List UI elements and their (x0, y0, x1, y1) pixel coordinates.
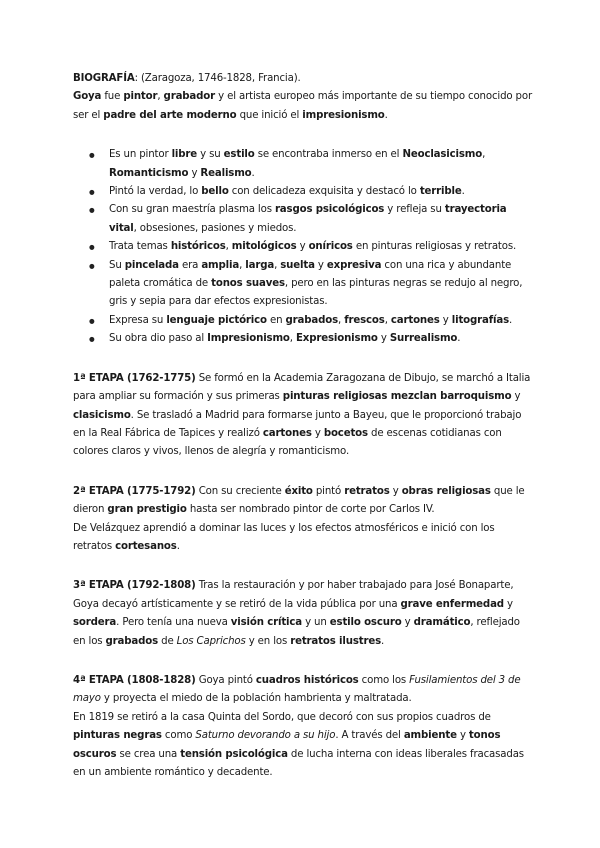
biography-dates: : (Zaragoza, 1746-1828, Francia). (134, 73, 301, 84)
stage-4-paragraph-2 (73, 709, 534, 783)
list-item (73, 312, 534, 330)
bold-text: Expresionismo (295, 333, 378, 345)
text: en pinturas religiosas y retratos. (352, 241, 517, 253)
bold-text: históricos (170, 241, 226, 253)
bold-text: cartones (262, 427, 312, 439)
text: que inició el (236, 109, 303, 121)
stage-1-paragraph (73, 370, 534, 462)
text: y el artista europeo más importante de su tiempo conocido por ser el (73, 91, 532, 121)
bold-text: oníricos (308, 241, 353, 253)
text: y (311, 427, 324, 439)
text: y proyecta el miedo de la población hambrienta y maltratada. (100, 693, 412, 705)
text: y en los (245, 635, 291, 647)
italic-text: Fusilamientos del 3 de mayo (73, 674, 521, 705)
bold-text: bocetos (323, 427, 368, 439)
stage-years: (1762-1775) (123, 372, 196, 384)
text: Se formó en la Academia Zaragozana de Dibujo, se marchó a Italia para ampliar su formación y sus primeras (73, 372, 531, 403)
text: . (457, 333, 461, 345)
text: y su (197, 149, 224, 161)
bold-text: padre del arte moderno (103, 109, 237, 121)
text: , (225, 241, 232, 253)
text: y refleja su (384, 204, 445, 216)
bold-text: terrible (419, 186, 462, 198)
bold-text: Romanticismo (109, 167, 189, 179)
text: , (289, 333, 296, 345)
text: con una rica y abundante paleta cromática de (109, 259, 512, 290)
text: . A través del (335, 730, 404, 742)
bold-text: Realismo (200, 167, 252, 179)
bold-text: grabador (163, 91, 216, 103)
stage-years: (1808-1828) (123, 674, 196, 686)
text: fue (101, 91, 124, 103)
text: , (157, 91, 164, 103)
text: de lucha interna con ideas liberales fracasadas en un ambiente romántico y decadente. (73, 748, 524, 778)
text: , (239, 259, 246, 271)
text: Expresa su (109, 314, 167, 326)
text: , obsesiones, pasiones y miedos. (133, 222, 297, 234)
text: . Pero tenía una nueva (116, 617, 231, 629)
bold-text: libre (171, 149, 198, 161)
text: . (509, 314, 513, 326)
bold-text: pincelada (124, 259, 179, 271)
bold-text: tensión psicológica (180, 748, 288, 760)
stage-label: 2ª ETAPA (73, 485, 124, 497)
text: de (158, 635, 177, 647)
bold-text: frescos (344, 314, 385, 326)
text: , pero en las pinturas negras se redujo al negro, gris y sepia para dar efectos expresionistas. (109, 278, 523, 308)
stage-3-paragraph (73, 577, 534, 651)
bold-text: amplia (201, 259, 240, 271)
text: se encontraba inmerso en el (254, 149, 403, 161)
characteristics-list (73, 146, 534, 348)
bold-text: larga (245, 259, 275, 271)
stage-label: 4ª ETAPA (73, 674, 124, 686)
text: con delicadeza exquisita y destacó lo (228, 186, 420, 198)
stage-label: 3ª ETAPA (73, 580, 124, 592)
text: . (176, 540, 180, 552)
text: Su (109, 259, 125, 271)
bold-text: sordera (73, 617, 117, 629)
italic-text: Saturno devorando a su hijo (195, 730, 336, 742)
text: Tras la restauración y por haber trabajado para José Bonaparte, Goya decayó artísticamente y se retiró de la vida pública por una (73, 580, 514, 610)
text: y (439, 314, 452, 326)
bold-text: ambiente (403, 730, 457, 742)
bold-text: retratos (344, 485, 390, 497)
bold-text: Surrealismo (389, 333, 458, 345)
text: y (389, 485, 402, 497)
list-item (73, 201, 534, 238)
bold-text: éxito (284, 485, 313, 497)
stage-2-paragraph (73, 483, 534, 520)
italic-text: Los Caprichos (176, 635, 246, 647)
bold-text: cartones (390, 314, 440, 326)
biography-label: BIOGRAFÍA (73, 73, 135, 84)
text: Pintó la verdad, lo (109, 186, 202, 198)
bold-text: pinturas negras (73, 730, 162, 742)
text: , (384, 314, 391, 326)
text: Con su gran maestría plasma los (109, 204, 275, 216)
text: que le dieron (73, 485, 525, 516)
biography-intro (73, 88, 534, 125)
bold-text: mitológicos (231, 241, 297, 253)
text: de escenas cotidianas con colores claros y vivos, llenos de alegría y romanticismo. (73, 427, 502, 458)
bold-text: expresiva (326, 259, 382, 271)
biography-heading (73, 70, 534, 88)
bold-text: bello (201, 186, 229, 198)
bold-text: litografías (451, 314, 510, 326)
text: era (178, 259, 202, 271)
text: De Velázquez aprendió a dominar las luces y los efectos atmosféricos e inició con los retratos (73, 522, 495, 552)
stage-2-paragraph-2 (73, 520, 534, 557)
text: se crea una (116, 748, 181, 760)
text: . (251, 167, 255, 179)
text: . (461, 186, 465, 198)
list-item (73, 146, 534, 183)
text: En 1819 se retiró a la casa Quinta del Sordo, que decoró con sus propios cuadros de (73, 711, 491, 723)
bold-text: visión crítica (230, 617, 302, 629)
text: y (314, 259, 327, 271)
text: hasta ser nombrado pintor de corte por Carlos IV. (186, 504, 435, 516)
bold-text: dramático (413, 617, 471, 629)
bold-text: trayectoria vital (109, 204, 507, 234)
text: y un (302, 617, 330, 629)
bold-text: pinturas religiosas mezclan barroquismo (282, 391, 512, 403)
text: como los (358, 674, 410, 686)
stage-4-paragraph (73, 672, 534, 709)
bold-text: obras religiosas (401, 485, 491, 497)
list-item (73, 238, 534, 256)
text: y (503, 598, 513, 610)
bold-text: Goya (73, 91, 102, 103)
bold-text: suelta (280, 259, 315, 271)
bold-text: cortesanos (115, 540, 177, 552)
bold-text: grabados (105, 635, 159, 647)
text: Su obra dio paso al (109, 333, 208, 345)
text: , reflejado en los (73, 617, 520, 647)
text: y (296, 241, 309, 253)
bold-text: grave enfermedad (400, 598, 504, 610)
text: Trata temas (109, 241, 171, 253)
text: , (338, 314, 345, 326)
text: . (384, 109, 388, 121)
list-item (73, 257, 534, 312)
bold-text: Neoclasicismo (402, 149, 483, 161)
text: . (381, 635, 385, 647)
text: , (274, 259, 281, 271)
text: , (482, 149, 486, 161)
text: pintó (312, 485, 345, 497)
stage-years: (1792-1808) (123, 580, 196, 592)
text: . Se trasladó a Madrid para formarse junto a Bayeu, que le proporcionó trabajo en la Real Fábrica de Tapices y realizó (73, 409, 522, 439)
text: y (377, 333, 390, 345)
text: y (401, 617, 414, 629)
text: en (266, 314, 286, 326)
text: Goya pintó (195, 674, 256, 686)
bold-text: impresionismo (302, 109, 385, 121)
stage-label: 1ª ETAPA (73, 372, 124, 384)
bold-text: retratos ilustres (290, 635, 382, 647)
text: y (511, 391, 521, 403)
bold-text: grabados (285, 314, 339, 326)
bold-text: estilo (223, 149, 255, 161)
bold-text: tonos suaves (211, 278, 285, 290)
bold-text: tonos oscuros (73, 730, 501, 760)
bold-text: estilo oscuro (329, 617, 402, 629)
bold-text: rasgos psicológicos (274, 204, 385, 216)
bold-text: Impresionismo (207, 333, 290, 345)
text: Con su creciente (195, 485, 285, 497)
bold-text: cuadros históricos (255, 674, 359, 686)
bold-text: lenguaje pictórico (166, 314, 267, 326)
text: Es un pintor (109, 149, 172, 161)
text: como (161, 730, 196, 742)
text: y (188, 167, 201, 179)
bold-text: clasicismo (73, 409, 131, 421)
text: y (456, 730, 469, 742)
bold-text: gran prestigio (107, 504, 187, 516)
list-item (73, 183, 534, 201)
bold-text: pintor (123, 91, 158, 103)
stage-years: (1775-1792) (123, 485, 196, 497)
list-item (73, 330, 534, 348)
